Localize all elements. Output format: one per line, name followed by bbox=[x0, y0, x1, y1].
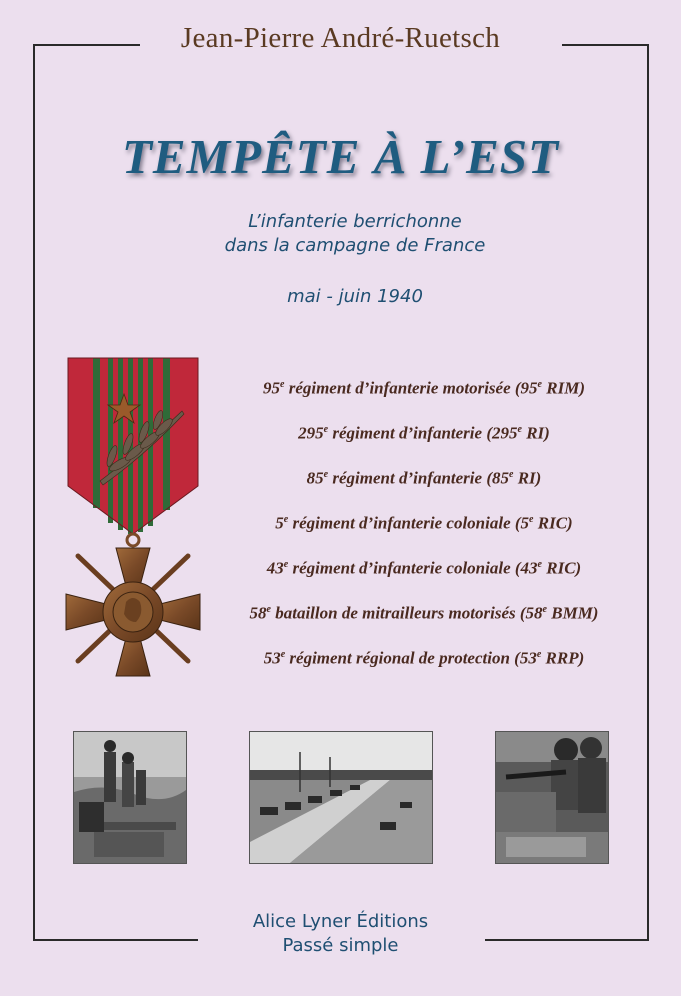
regiment-number: 58 bbox=[249, 603, 267, 623]
regiment-line bbox=[214, 552, 634, 597]
regiment-number: 85 bbox=[306, 468, 324, 488]
ordinal-suffix: e bbox=[266, 604, 271, 615]
regiment-abbr-number: 43 bbox=[520, 558, 538, 578]
regiment-abbr-number: 95 bbox=[520, 378, 538, 398]
regiment-abbreviation: RRP) bbox=[541, 648, 585, 668]
regiment-abbr-number: 58 bbox=[525, 603, 543, 623]
ordinal-suffix: e bbox=[280, 649, 286, 660]
regiment-name: régiment régional de protection ( bbox=[285, 648, 520, 668]
date-range: mai - juin 1940 bbox=[287, 286, 423, 307]
regiment-abbr-number: 5 bbox=[520, 513, 530, 533]
regiment-line bbox=[214, 597, 634, 642]
regiment-name: régiment d’infanterie coloniale ( bbox=[288, 513, 521, 533]
regiment-name: régiment d’infanterie ( bbox=[328, 468, 492, 488]
regiment-line bbox=[214, 372, 634, 417]
book-title: TEMPÊTE À L’EST bbox=[121, 129, 559, 184]
ordinal-suffix: e bbox=[542, 604, 547, 615]
regiment-name: régiment d’infanterie coloniale ( bbox=[288, 558, 521, 578]
ordinal-suffix: e bbox=[537, 559, 542, 570]
regiment-line bbox=[214, 507, 634, 552]
subtitle bbox=[0, 210, 681, 258]
ordinal-suffix: e bbox=[283, 514, 289, 525]
regiment-number: 5 bbox=[275, 513, 284, 533]
regiment-abbreviation: RI) bbox=[521, 423, 550, 443]
ordinal-suffix: e bbox=[283, 559, 289, 570]
ordinal-suffix: e bbox=[537, 379, 542, 390]
publisher bbox=[0, 910, 681, 958]
subtitle-line-1: L’infanterie berrichonne bbox=[248, 211, 462, 232]
ordinal-suffix: e bbox=[323, 424, 329, 435]
regiment-number: 53 bbox=[263, 648, 281, 668]
subtitle-line-2: dans la campagne de France bbox=[224, 235, 486, 256]
regiment-line bbox=[214, 462, 634, 507]
regiment-abbreviation: RIM) bbox=[542, 378, 585, 398]
regiment-number: 295 bbox=[298, 423, 324, 443]
croix-de-guerre-icon bbox=[60, 356, 210, 681]
machine-gunners-photo bbox=[495, 731, 609, 864]
regiment-abbr-number: 295 bbox=[491, 423, 518, 443]
regiment-number: 95 bbox=[263, 378, 280, 398]
author-name: Jean-Pierre André-Ruetsch bbox=[180, 22, 501, 54]
ribbon bbox=[68, 358, 198, 534]
regiment-abbreviation: RI) bbox=[513, 468, 542, 488]
ordinal-suffix: e bbox=[517, 424, 522, 435]
regiment-abbreviation: BMM) bbox=[546, 603, 599, 623]
ordinal-suffix: e bbox=[529, 514, 534, 525]
ordinal-suffix: e bbox=[536, 649, 542, 660]
soldiers-trench-photo bbox=[73, 731, 187, 864]
regiment-line bbox=[214, 642, 634, 687]
regiment-line bbox=[214, 417, 634, 462]
publisher-name: Alice Lyner Éditions bbox=[252, 911, 429, 932]
ordinal-suffix: e bbox=[323, 469, 329, 480]
regiment-abbr-number: 85 bbox=[491, 468, 509, 488]
regiment-abbr-number: 53 bbox=[519, 648, 537, 668]
regiment-list bbox=[214, 372, 634, 687]
convoy-road-photo bbox=[249, 731, 433, 864]
regiment-name: régiment d’infanterie ( bbox=[328, 423, 492, 443]
regiment-name: bataillon de mitrailleurs motorisés ( bbox=[270, 603, 526, 623]
collection-name: Passé simple bbox=[282, 935, 399, 956]
regiment-abbreviation: RIC) bbox=[533, 513, 573, 533]
ordinal-suffix: e bbox=[508, 469, 514, 480]
regiment-abbreviation: RIC) bbox=[542, 558, 582, 578]
regiment-number: 43 bbox=[266, 558, 284, 578]
regiment-name: régiment d’infanterie motorisée ( bbox=[284, 378, 521, 398]
ordinal-suffix: e bbox=[280, 379, 285, 390]
